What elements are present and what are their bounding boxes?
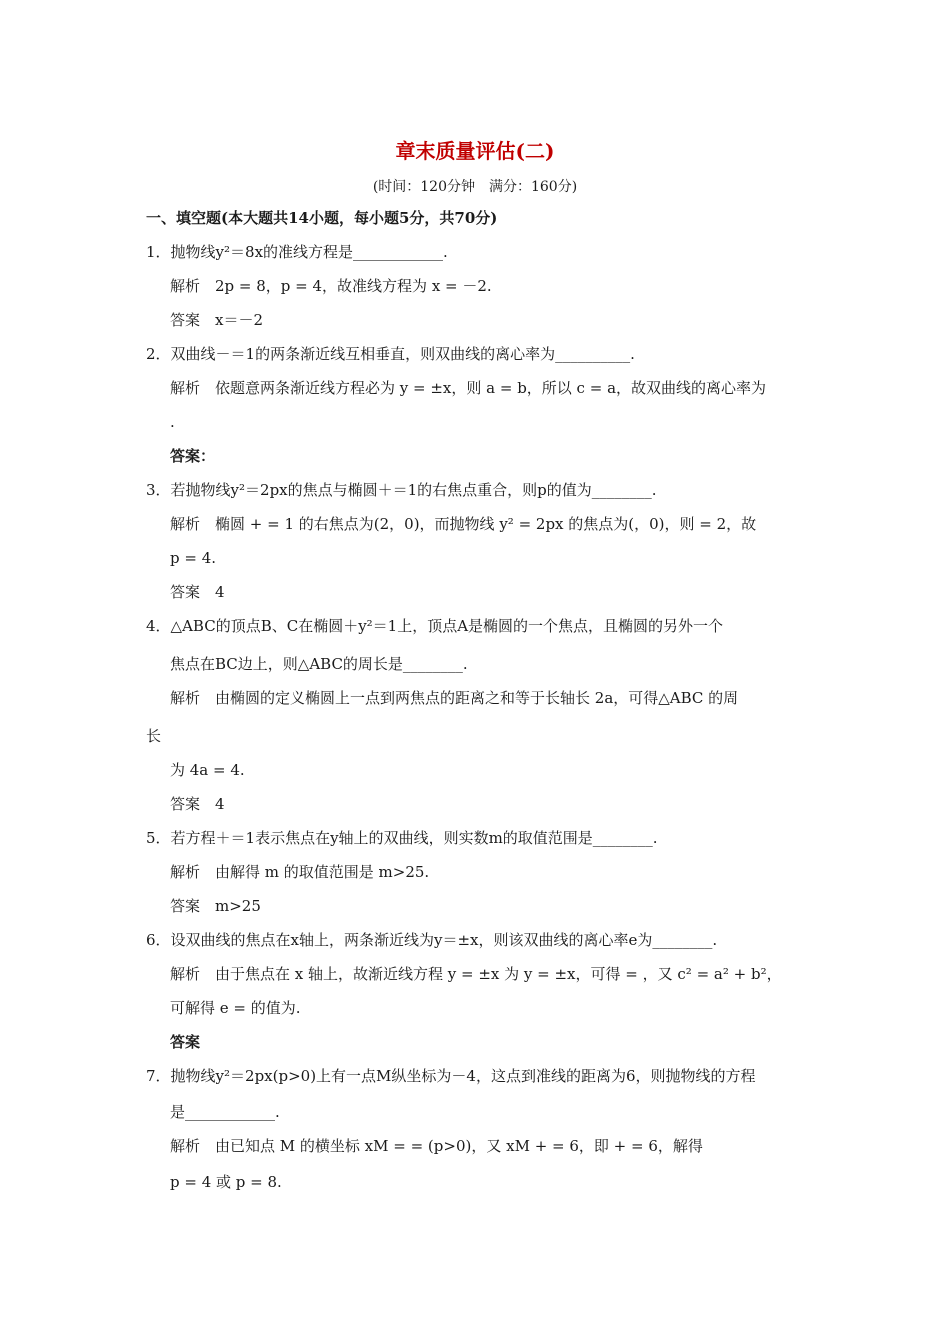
answer-line: 答案 x＝－2	[170, 311, 264, 329]
question-line: 一、填空题(本大题共14小题，每小题5分，共70分)	[146, 209, 498, 227]
answer-line: 解析 由已知点 M 的横坐标 xM = = (p>0)，又 xM + = 6，即 + = 6，解得	[170, 1137, 703, 1155]
answer-line: p = 4 或 p = 8.	[170, 1173, 282, 1191]
question-line: 5．若方程＋＝1表示焦点在y轴上的双曲线，则实数m的取值范围是________.	[146, 829, 658, 847]
answer-line: 可解得 e = 的值为.	[170, 999, 301, 1017]
answer-line: 答案 4	[170, 583, 225, 601]
question-line: 2．双曲线－＝1的两条渐近线互相垂直，则双曲线的离心率为__________.	[146, 345, 635, 363]
question-line: 3．若抛物线y²＝2px的焦点与椭圆＋＝1的右焦点重合，则p的值为________.	[146, 481, 657, 499]
answer-line: 长	[146, 727, 162, 745]
answer-line: 解析 2p = 8，p = 4，故准线方程为 x = －2.	[170, 277, 492, 295]
answer-line: 焦点在BC边上，则△ABC的周长是________.	[170, 655, 468, 673]
question-line: 6．设双曲线的焦点在x轴上，两条渐近线为y＝±x，则该双曲线的离心率e为________.	[146, 931, 718, 949]
answer-line: 答案：	[170, 447, 216, 465]
answer-line: 解析 依题意两条渐近线方程必为 y = ±x，则 a = b，所以 c = a，故双曲线的离心率为	[170, 379, 767, 397]
answer-line: 解析 椭圆 + = 1 的右焦点为(2，0)，而抛物线 y² = 2px 的焦点为(，0)，则 = 2，故	[170, 515, 757, 533]
answer-line: 答案	[170, 1033, 201, 1051]
question-line: 7．抛物线y²＝2px(p>0)上有一点M纵坐标为－4，这点到准线的距离为6，则抛物线的方程	[146, 1067, 756, 1085]
time-score-info: (时间：120分钟 满分：160分)	[372, 179, 578, 195]
question-line: 1．抛物线y²＝8x的准线方程是____________.	[146, 243, 448, 261]
answer-line: 为 4a = 4.	[170, 761, 245, 779]
answer-line: .	[170, 413, 175, 431]
answer-line: 答案 4	[170, 795, 225, 813]
answer-line: 解析 由椭圆的定义椭圆上一点到两焦点的距离之和等于长轴长 2a，可得△ABC 的周	[170, 689, 739, 707]
answer-line: 答案 m>25	[170, 897, 261, 915]
answer-line: 解析 由解得 m 的取值范围是 m>25.	[170, 863, 430, 881]
answer-line: 是____________.	[170, 1103, 280, 1121]
answer-line: 解析 由于焦点在 x 轴上，故渐近线方程 y = ±x 为 y = ±x，可得 = ，又 c² = a² + b²，	[170, 965, 782, 983]
question-line: 4．△ABC的顶点B、C在椭圆＋y²＝1上，顶点A是椭圆的一个焦点，且椭圆的另外一个	[146, 617, 724, 635]
page-title: 章末质量评估(二)	[395, 139, 555, 163]
answer-line: p = 4.	[170, 549, 217, 567]
